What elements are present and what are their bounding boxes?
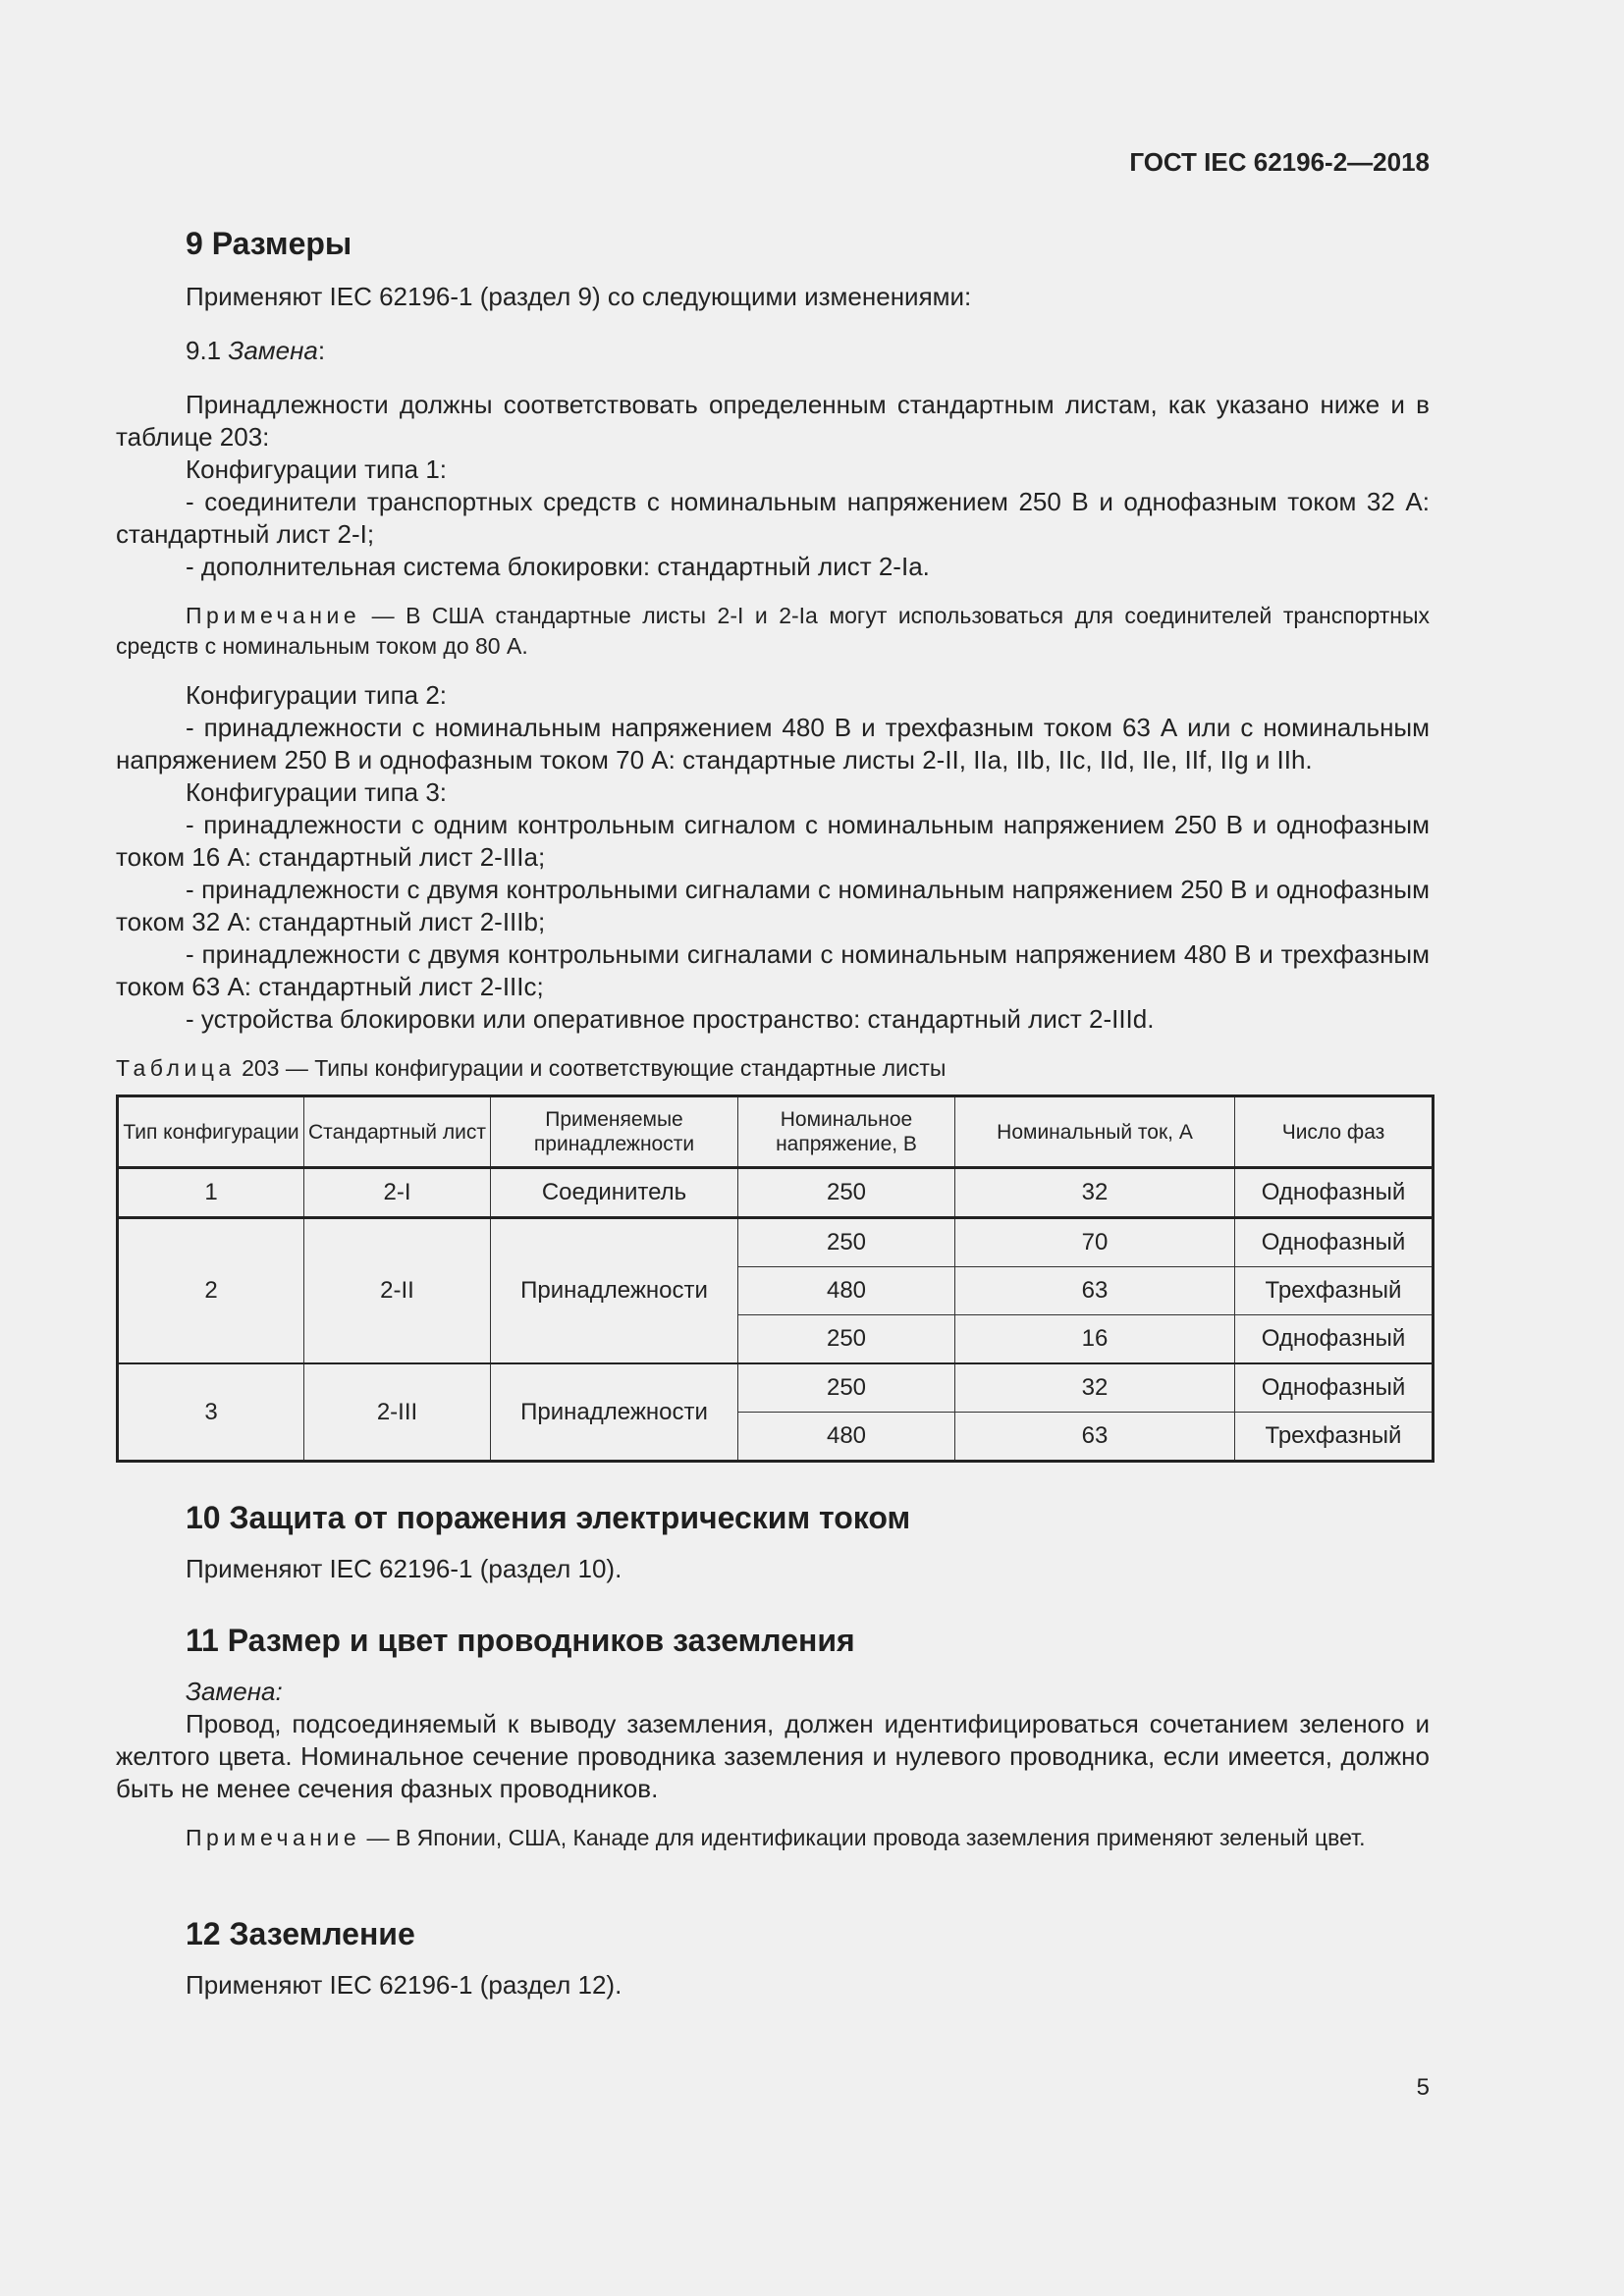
section-9-intro: Применяют IEC 62196-1 (раздел 9) со следующими изменениями:: [186, 282, 972, 311]
section-11-text: Провод, подсоединяемый к выводу заземления, должен идентифицироваться сочетанием зеленого и желтого цвета. Номинальное сечение проводника заземления и нулевого проводника, если имеется, должно быть не менее сечения фазных проводников.: [116, 1709, 1430, 1803]
cell-current: 32: [955, 1363, 1235, 1413]
config-3-heading: Конфигурации типа 3:: [186, 777, 448, 807]
section-11-title: 11 Размер и цвет проводников заземления: [186, 1623, 855, 1658]
table-caption-label: Таблица: [116, 1055, 236, 1081]
header-current: Номинальный ток, А: [955, 1096, 1235, 1168]
cell-current: 32: [955, 1168, 1235, 1218]
cell-phases: Однофазный: [1235, 1218, 1434, 1267]
config-3-item-c: - принадлежности с двумя контрольными сигналами с номинальным напряжением 480 В и трехфазным током 63 А: стандартный лист 2-IIIc;: [116, 939, 1430, 1001]
cell-voltage: 250: [738, 1363, 955, 1413]
table-header-row: [118, 1096, 1434, 1168]
cell-sheet: 2-I: [304, 1168, 491, 1218]
page-number: 5: [1416, 2074, 1430, 2101]
config-1-heading: Конфигурации типа 1:: [186, 454, 448, 484]
cell-sheet: 2-II: [304, 1218, 491, 1364]
page-content: [116, 222, 1430, 2002]
cell-accessory: Принадлежности: [491, 1218, 738, 1364]
section-10-title: 10 Защита от поражения электрическим током: [186, 1500, 911, 1535]
cell-phases: Однофазный: [1235, 1363, 1434, 1413]
cell-current: 16: [955, 1315, 1235, 1364]
cell-sheet: 2-III: [304, 1363, 491, 1462]
cell-phases: Однофазный: [1235, 1315, 1434, 1364]
config-2-heading: Конфигурации типа 2:: [186, 680, 448, 710]
table-row: [118, 1218, 1434, 1267]
note-japan: Примечание — В Японии, США, Канаде для идентификации провода заземления применяют зеленый цвет.: [186, 1825, 1366, 1850]
table-row: [118, 1363, 1434, 1413]
document-header: ГОСТ IEC 62196-2—2018: [1129, 147, 1430, 177]
cell-voltage: 480: [738, 1413, 955, 1462]
cell-current: 63: [955, 1267, 1235, 1315]
cell-voltage: 250: [738, 1315, 955, 1364]
config-2-item-a: - принадлежности с номинальным напряжением 480 В и трехфазным током 63 А или с номинальным напряжением 250 В и однофазным током 70 А: стандартные листы 2-II, IIa, IIb, IIc, IId, IIe, IIf, IIg и IIh.: [116, 713, 1430, 774]
cell-accessory: Принадлежности: [491, 1363, 738, 1462]
cell-voltage: 250: [738, 1218, 955, 1267]
cell-type: 1: [118, 1168, 304, 1218]
header-voltage: Номинальное напряжение, В: [738, 1096, 955, 1168]
subsection-9-1: 9.1 Замена:: [186, 336, 326, 365]
cell-voltage: 250: [738, 1168, 955, 1218]
cell-phases: Однофазный: [1235, 1168, 1434, 1218]
section-10-text: Применяют IEC 62196-1 (раздел 10).: [186, 1554, 623, 1583]
header-type: Тип конфигурации: [118, 1096, 304, 1168]
config-3-item-a: - принадлежности с одним контрольным сигналом с номинальным напряжением 250 В и однофазным током 16 А: стандартный лист 2-IIIa;: [116, 810, 1430, 872]
subsection-label: Замена: [228, 336, 318, 365]
header-phases: Число фаз: [1235, 1096, 1434, 1168]
cell-phases: Трехфазный: [1235, 1267, 1434, 1315]
section-11-label: Замена:: [186, 1677, 283, 1706]
cell-voltage: 480: [738, 1267, 955, 1315]
section-12-text: Применяют IEC 62196-1 (раздел 12).: [186, 1970, 623, 2000]
section-9-title: 9 Размеры: [186, 226, 352, 261]
cell-current: 63: [955, 1413, 1235, 1462]
header-accessory: Применяемые принадлежности: [491, 1096, 738, 1168]
section-12-title: 12 Заземление: [186, 1916, 415, 1951]
table-row: [118, 1168, 1434, 1218]
config-3-item-d: - устройства блокировки или оперативное пространство: стандартный лист 2-IIId.: [186, 1004, 1155, 1034]
header-sheet: Стандартный лист: [304, 1096, 491, 1168]
cell-type: 2: [118, 1218, 304, 1364]
paragraph-accessories: Принадлежности должны соответствовать определенным стандартным листам, как указано ниже и в таблице 203:: [116, 390, 1430, 452]
note-label: Примечание: [186, 1825, 361, 1850]
note-usa: Примечание — В США стандартные листы 2-I и 2-Ia могут использоваться для соединителей транспортных средств с номинальным током до 80 А.: [116, 603, 1430, 659]
subsection-number: 9.1: [186, 336, 229, 365]
cell-phases: Трехфазный: [1235, 1413, 1434, 1462]
config-1-item-b: - дополнительная система блокировки: стандартный лист 2-Ia.: [186, 552, 930, 581]
config-3-item-b: - принадлежности с двумя контрольными сигналами с номинальным напряжением 250 В и однофазным током 32 А: стандартный лист 2-IIIb;: [116, 875, 1430, 936]
cell-accessory: Соединитель: [491, 1168, 738, 1218]
table-caption: Таблица 203 — Типы конфигурации и соответствующие стандартные листы: [116, 1055, 947, 1081]
config-table: [116, 1095, 1435, 1463]
note-label: Примечание: [186, 603, 361, 628]
cell-current: 70: [955, 1218, 1235, 1267]
cell-type: 3: [118, 1363, 304, 1462]
config-1-item-a: - соединители транспортных средств с номинальным напряжением 250 В и однофазным током 32 А: стандартный лист 2-I;: [116, 487, 1430, 549]
